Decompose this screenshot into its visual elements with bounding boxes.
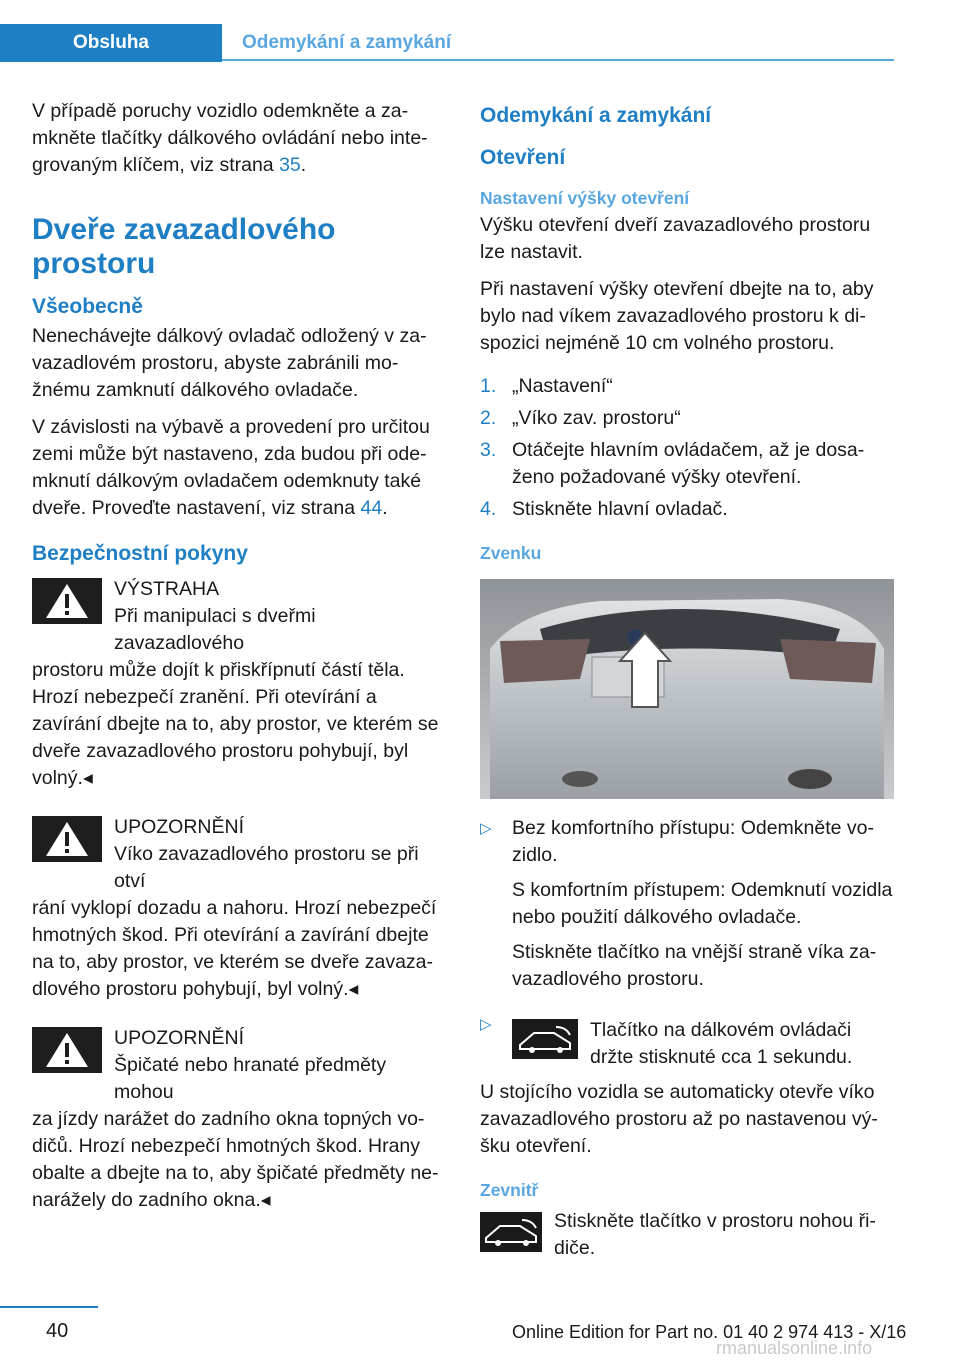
warning-icon [32,578,102,624]
heading-inside: Zevnitř [480,1180,539,1200]
list-item: 1. „Nastavení“ [480,375,613,397]
warning-text: za jízdy narážet do zadního okna topných vodičů. Hrozí nebezpečí hmotných škod. Hrany obalte a dbejte na to, aby špičaté předměty nenarážely do zadního okna.◂ [32,1108,439,1211]
warning-text: prostoru může dojít k přiskřípnutí částí těla. Hrozí nebezpečí zranění. Při otevírání a zavírání dbejte na to, aby prostor, ve kterém se dveře zavazadlového prostoru pohybují, byl volný.◂ [32,659,439,789]
triangle-bullet-icon: ▷ [480,1016,492,1033]
tab-obsluha[interactable]: Obsluha [0,24,222,62]
triangle-bullet-icon: ▷ [480,820,492,837]
warning-block-3 [32,1025,450,1214]
trunk-lid-photo [480,579,894,799]
right-column [480,98,898,1268]
trunk-button-icon [512,1019,578,1059]
warning-icon [32,1027,102,1073]
warning-line: Při manipulaci s dveřmi zavazadlového [114,605,316,654]
section-title-trunk-lid: Dveře zavazadlového prostoru [32,213,336,280]
edition-text: Online Edition for Part no. 01 40 2 974 413 - X/16 [512,1322,907,1342]
inside-instruction: Stiskněte tlačítko v prostoru nohou řidiče. [480,1208,898,1262]
footer-rule [0,1306,98,1308]
intro-paragraph: V případě poruchy vozidlo odemkněte a zamkněte tlačítky dálkového ovládání nebo integrovaným klíčem, viz strana 35. [32,100,428,176]
list-item: 3. Otáčejte hlavním ovládačem, až je dosaženo požadované výšky otevření. [480,439,865,488]
warning-title: VÝSTRAHA [114,578,220,600]
watermark: rmanualsonline.info [716,1338,873,1358]
heading-safety: Bezpečnostní pokyny [32,542,248,565]
height-paragraph-1: Výšku otevření dveří zavazadlového prostoru lze nastavit. [480,214,871,263]
warning-line: Víko zavazadlového prostoru se při otví [114,843,419,892]
bullet-item: ▷ Tlačítko na dálkovém ovládači držte stisknuté cca 1 sekundu. [480,1011,898,1079]
general-paragraph-1: Nenechávejte dálkový ovladač odložený v zavazadlovém prostoru, abyste zabránili možnému zamknutí dálkového ovladače. [32,325,427,401]
left-column [32,98,450,1226]
heading-opening: Otevření [480,146,566,169]
warning-block-2 [32,814,450,1003]
heading-lock-unlock: Odemykání a zamykání [480,104,712,127]
warning-line: Špičaté nebo hranaté předměty mohou [114,1054,387,1103]
bullet-item: ▷ Bez komfortního přístupu: Odemkněte vozidlo. S komfortním přístupem: Odemknutí vozidla nebo použití dálkového ovladače. Stiskněte tlačítko na vnější straně víka zavazadlového prostoru. [480,815,898,1001]
warning-block-1 [32,576,450,792]
general-paragraph-2: V závislosti na výbavě a provedení pro určitou zemi může být nastaveno, zda budou při odemknutí dálkovým ovladačem odemknuty také dveře. Proveďte nastavení, viz strana 44. [32,416,430,519]
warning-title: UPOZORNĚNÍ [114,816,245,838]
warning-text: rání vyklopí dozadu a nahoru. Hrozí nebezpečí hmotných škod. Při otevírání a zavírání dbejte na to, aby prostor, ve kterém se dveře zavazadlového prostoru pohybují, byl volný.◂ [32,897,437,1000]
page-number: 40 [46,1320,69,1342]
list-item: 2. „Víko zav. prostoru“ [480,407,681,429]
header-rule [222,59,894,61]
heading-general: Všeobecně [32,295,143,318]
warning-title: UPOZORNĚNÍ [114,1027,245,1049]
auto-open-paragraph: U stojícího vozidla se automaticky otevře víko zavazadlového prostoru až po nastavenou výšku otevření. [480,1081,878,1157]
heading-height-setting: Nastavení výšky otevření [480,188,690,208]
steps-list [480,373,898,523]
warning-icon [32,816,102,862]
trunk-button-icon [480,1212,542,1252]
height-paragraph-2: Při nastavení výšky otevření dbejte na to, aby bylo nad víkem zavazadlového prostoru k dispozici nejméně 10 cm volného prostoru. [480,278,874,354]
page-link-35[interactable]: 35 [279,154,301,176]
tab-odemykani[interactable]: Odemykání a zamykání [242,32,452,53]
heading-outside: Zvenku [480,543,542,563]
header-tabs [0,24,451,62]
list-item: 4. Stiskněte hlavní ovladač. [480,498,728,520]
page-link-44[interactable]: 44 [360,497,383,519]
